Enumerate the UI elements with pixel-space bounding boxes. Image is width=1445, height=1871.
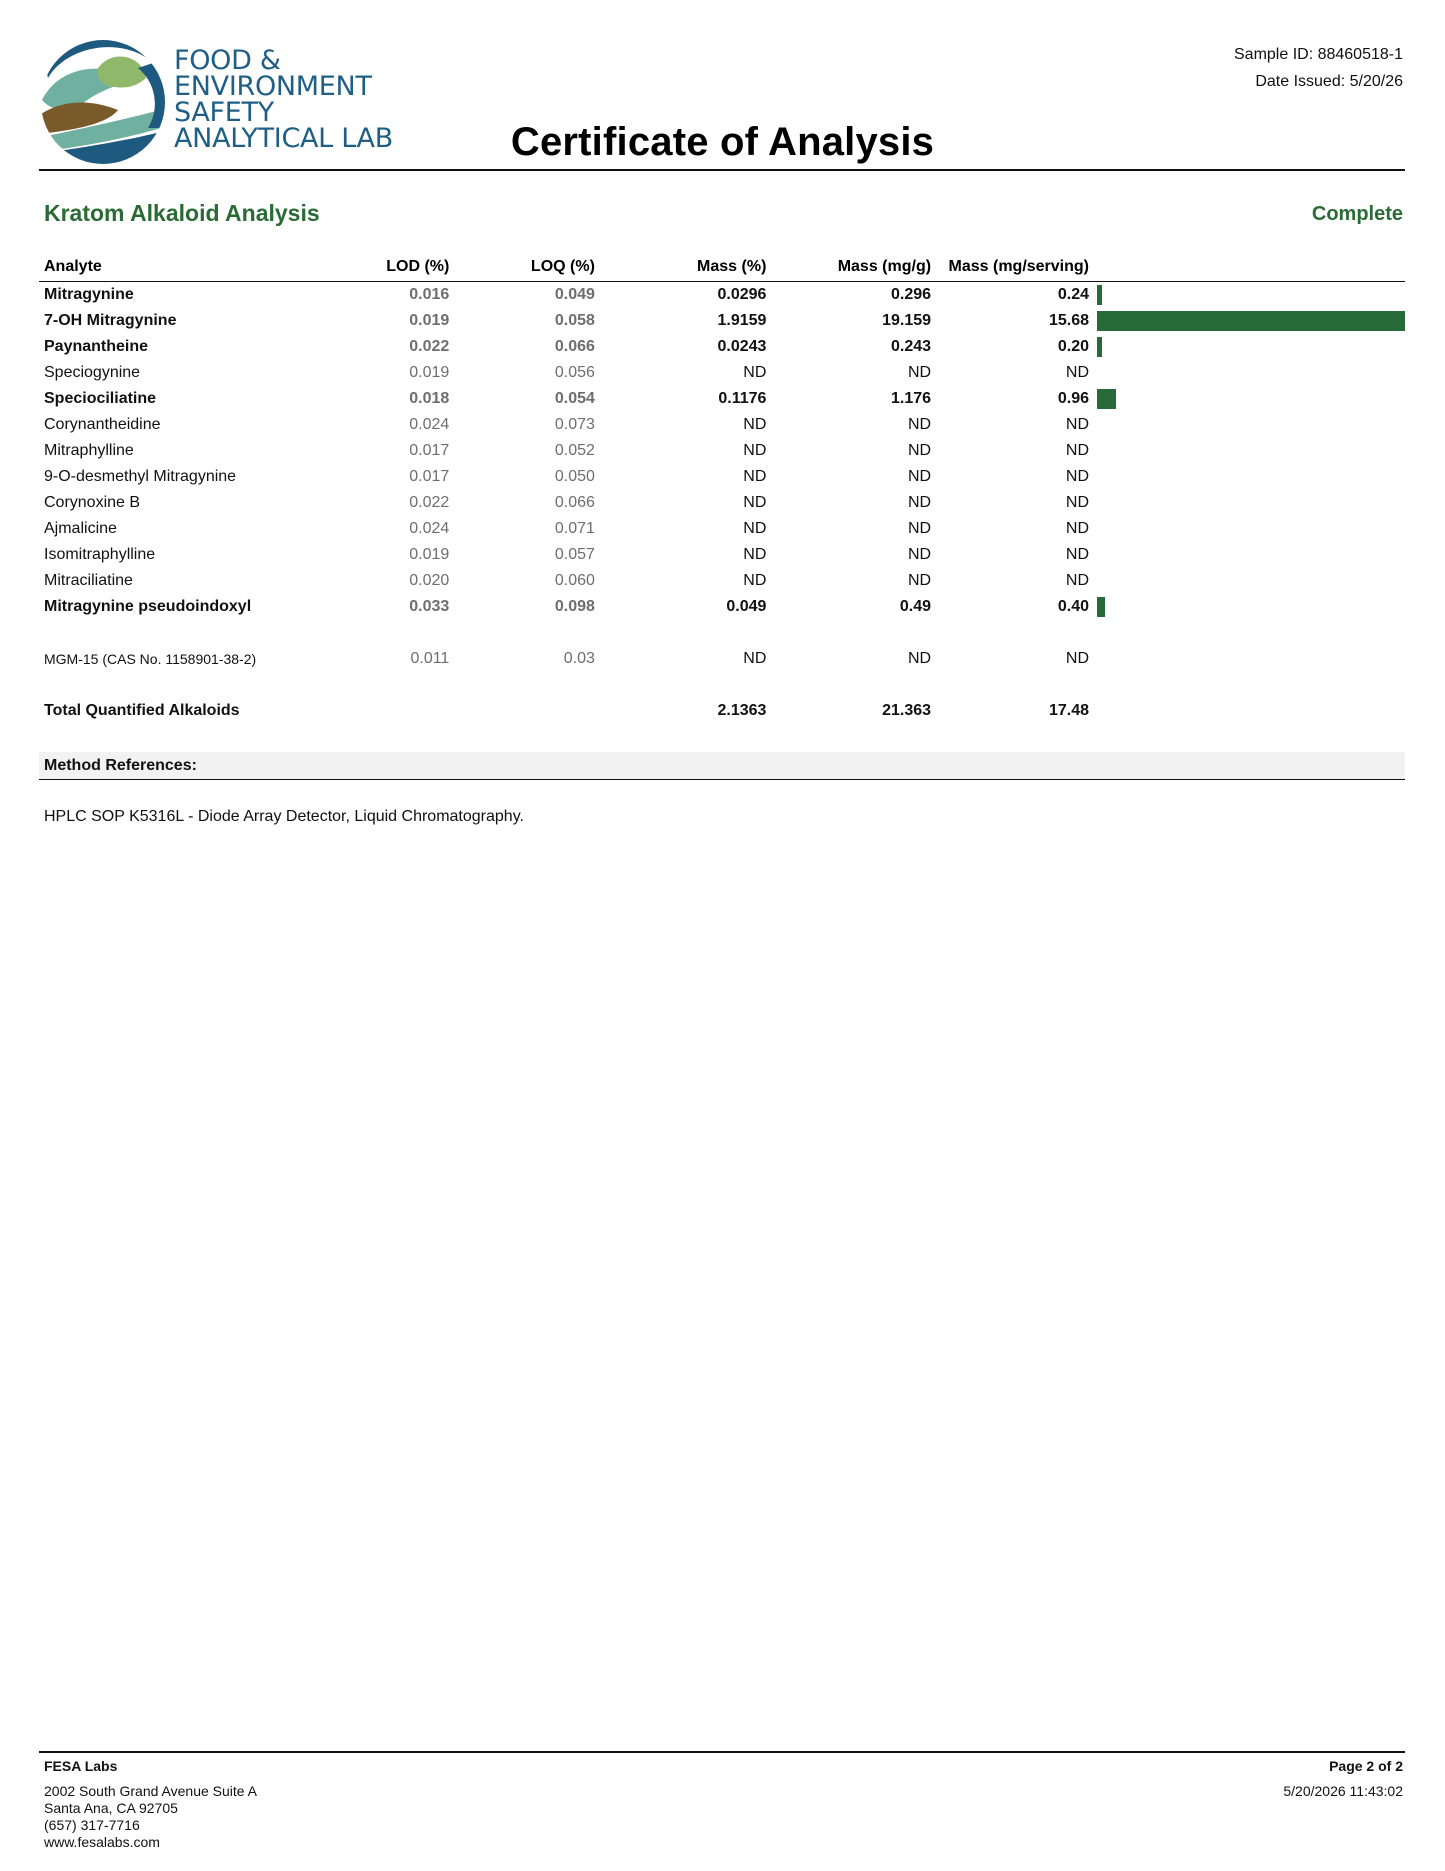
lod-value: 0.016 xyxy=(409,286,450,303)
table-row xyxy=(39,282,1405,309)
method-references-heading: Method References: xyxy=(39,752,1405,780)
total-label: Total Quantified Alkaloids xyxy=(44,702,240,719)
header-bar xyxy=(1089,256,1405,282)
loq-value: 0.066 xyxy=(554,494,595,511)
results-table xyxy=(39,256,1405,724)
mass-mgg-value: 0.243 xyxy=(891,338,932,355)
footer-website: www.fesalabs.com xyxy=(44,1834,160,1850)
mass-pct-value: ND xyxy=(743,520,767,537)
lod-value: 0.018 xyxy=(409,390,450,407)
mass-mgg-value: ND xyxy=(907,468,932,485)
serving-bar xyxy=(1097,285,1102,305)
bar-cell xyxy=(1089,568,1405,594)
table-header-row xyxy=(39,256,1405,282)
mass-mgg-value: ND xyxy=(907,494,932,511)
bar-cell xyxy=(1089,282,1405,309)
header-loq: LOQ (%) xyxy=(449,256,595,282)
mass-serving-value: ND xyxy=(1065,546,1089,563)
row-spacer xyxy=(39,620,1405,646)
analyte-name: Speciociliatine xyxy=(44,390,157,407)
page-number: Page 2 of 2 xyxy=(1329,1758,1403,1774)
mass-mgg-value: ND xyxy=(907,546,932,563)
loq-value: 0.057 xyxy=(554,546,595,563)
mass-serving-value: ND xyxy=(1065,442,1089,459)
total-mass-pct: 2.1363 xyxy=(717,702,767,719)
loq-value: 0.054 xyxy=(554,390,595,407)
mass-pct-value: 1.9159 xyxy=(717,312,767,329)
mass-pct-value: ND xyxy=(743,468,767,485)
bar-cell xyxy=(1089,542,1405,568)
mass-mgg-value: 0.49 xyxy=(899,598,932,615)
loq-value: 0.066 xyxy=(554,338,595,355)
analyte-name: Corynantheidine xyxy=(44,416,161,433)
bar-cell xyxy=(1089,490,1405,516)
mass-mgg-value: 0.296 xyxy=(891,286,932,303)
mass-pct-value: 0.049 xyxy=(726,598,767,615)
analyte-name: Mitragynine xyxy=(44,286,134,303)
bar-cell xyxy=(1089,334,1405,360)
mass-mgg-value: ND xyxy=(907,520,932,537)
analyte-name: Mitraphylline xyxy=(44,442,134,459)
table-row xyxy=(39,490,1405,516)
bar-cell xyxy=(1089,360,1405,386)
mass-serving-value: 0.20 xyxy=(1057,338,1089,355)
results-body xyxy=(39,282,1405,725)
section-title: Kratom Alkaloid Analysis xyxy=(44,200,320,226)
mass-serving-value: ND xyxy=(1065,416,1089,433)
status-label: Complete xyxy=(1311,203,1403,225)
lod-value: 0.024 xyxy=(409,416,450,433)
loq-value: 0.03 xyxy=(563,650,595,667)
sample-meta xyxy=(1234,41,1403,95)
mass-pct-value: ND xyxy=(743,364,767,381)
analyte-name: 9-O-desmethyl Mitragynine xyxy=(44,468,237,485)
header-lod: LOD (%) xyxy=(330,256,450,282)
bar-cell xyxy=(1089,646,1405,672)
analyte-name: Isomitraphylline xyxy=(44,546,156,563)
header-mass-serving: Mass (mg/serving) xyxy=(931,256,1089,282)
logo-line: FOOD & xyxy=(174,45,281,76)
mass-pct-value: ND xyxy=(743,650,767,667)
mass-mgg-value: ND xyxy=(907,442,932,459)
row-spacer xyxy=(39,672,1405,698)
mass-serving-value: ND xyxy=(1065,650,1089,667)
loq-value: 0.049 xyxy=(554,286,595,303)
serving-bar xyxy=(1097,597,1105,617)
table-row-extra xyxy=(39,646,1405,672)
analyte-name: Mitragynine pseudoindoxyl xyxy=(44,598,252,615)
serving-bar xyxy=(1097,389,1116,409)
mass-serving-value: ND xyxy=(1065,364,1089,381)
bar-cell xyxy=(1089,516,1405,542)
total-mass-serving: 17.48 xyxy=(1048,702,1089,719)
mass-pct-value: 0.1176 xyxy=(718,390,767,407)
mass-mgg-value: 19.159 xyxy=(882,312,932,329)
lod-value: 0.022 xyxy=(409,494,450,511)
mass-mgg-value: 1.176 xyxy=(891,390,932,407)
lod-value: 0.020 xyxy=(409,572,450,589)
analyte-name: Speciogynine xyxy=(44,364,141,381)
method-references-text: HPLC SOP K5316L - Diode Array Detector, Liquid Chromatography. xyxy=(44,808,524,825)
header-mass-mgg: Mass (mg/g) xyxy=(766,256,931,282)
loq-value: 0.050 xyxy=(554,468,595,485)
bar-cell xyxy=(1089,308,1405,334)
bar-cell xyxy=(1089,698,1405,724)
loq-value: 0.058 xyxy=(554,312,595,329)
logo-line: SAFETY xyxy=(174,97,274,128)
header-divider xyxy=(39,169,1405,171)
footer-phone: (657) 317-7716 xyxy=(44,1817,140,1833)
bar-cell xyxy=(1089,464,1405,490)
header-mass-pct: Mass (%) xyxy=(595,256,766,282)
generated-timestamp: 5/20/2026 11:43:02 xyxy=(1283,1783,1403,1799)
footer-org: FESA Labs xyxy=(44,1758,118,1774)
lod-value: 0.019 xyxy=(409,312,450,329)
analyte-name: Mitraciliatine xyxy=(44,572,133,589)
table-row xyxy=(39,464,1405,490)
logo-line: ANALYTICAL LAB xyxy=(174,123,393,154)
analyte-name: Corynoxine B xyxy=(44,494,141,511)
lod-value: 0.024 xyxy=(409,520,450,537)
lod-value: 0.017 xyxy=(409,442,450,459)
table-row xyxy=(39,438,1405,464)
bar-cell xyxy=(1089,412,1405,438)
bar-cell xyxy=(1089,594,1405,620)
mass-serving-value: 0.24 xyxy=(1057,286,1089,303)
loq-value: 0.098 xyxy=(554,598,595,615)
loq-value: 0.052 xyxy=(554,442,595,459)
table-row xyxy=(39,334,1405,360)
mass-serving-value: ND xyxy=(1065,468,1089,485)
serving-bar xyxy=(1097,311,1405,331)
sample-id: Sample ID: 88460518-1 xyxy=(1234,46,1403,63)
date-issued: Date Issued: 5/20/26 xyxy=(1255,73,1403,90)
bar-cell xyxy=(1089,438,1405,464)
total-row xyxy=(39,698,1405,724)
table-row xyxy=(39,360,1405,386)
loq-value: 0.071 xyxy=(554,520,595,537)
lod-value: 0.019 xyxy=(409,364,450,381)
mass-serving-value: 15.68 xyxy=(1048,312,1089,329)
mass-pct-value: ND xyxy=(743,546,767,563)
table-row xyxy=(39,594,1405,620)
mass-serving-value: 0.96 xyxy=(1057,390,1089,407)
lod-value: 0.011 xyxy=(410,650,450,667)
analyte-name: MGM-15 (CAS No. 1158901-38-2) xyxy=(44,651,257,667)
lod-value: 0.022 xyxy=(409,338,450,355)
mass-mgg-value: ND xyxy=(907,364,932,381)
analyte-name: 7-OH Mitragynine xyxy=(44,312,177,329)
footer-page-info xyxy=(1283,1758,1403,1800)
lod-value: 0.017 xyxy=(409,468,450,485)
loq-value: 0.073 xyxy=(554,416,595,433)
analyte-name: Paynantheine xyxy=(44,338,149,355)
table-row xyxy=(39,542,1405,568)
total-loq xyxy=(449,698,595,724)
total-lod xyxy=(330,698,450,724)
footer-address-line: Santa Ana, CA 92705 xyxy=(44,1800,178,1816)
table-row xyxy=(39,412,1405,438)
mass-mgg-value: ND xyxy=(907,572,932,589)
bar-cell xyxy=(1089,386,1405,412)
mass-serving-value: ND xyxy=(1065,572,1089,589)
lod-value: 0.033 xyxy=(409,598,450,615)
analyte-name: Ajmalicine xyxy=(44,520,117,537)
table-row xyxy=(39,386,1405,412)
table-row xyxy=(39,516,1405,542)
loq-value: 0.056 xyxy=(554,364,595,381)
mass-pct-value: ND xyxy=(743,442,767,459)
document-title: Certificate of Analysis xyxy=(510,120,935,164)
footer-divider xyxy=(39,1751,1405,1753)
mass-pct-value: ND xyxy=(743,572,767,589)
table-row xyxy=(39,568,1405,594)
mass-mgg-value: ND xyxy=(907,650,932,667)
table-row xyxy=(39,308,1405,334)
mass-serving-value: ND xyxy=(1065,494,1089,511)
mass-pct-value: ND xyxy=(743,416,767,433)
loq-value: 0.060 xyxy=(554,572,595,589)
mass-serving-value: 0.40 xyxy=(1057,598,1089,615)
mass-pct-value: 0.0243 xyxy=(717,338,767,355)
mass-pct-value: 0.0296 xyxy=(717,286,767,303)
footer-address-line: 2002 South Grand Avenue Suite A xyxy=(44,1783,258,1799)
mass-mgg-value: ND xyxy=(907,416,932,433)
mass-serving-value: ND xyxy=(1065,520,1089,537)
logo-line: ENVIRONMENT xyxy=(174,71,372,102)
footer-address xyxy=(44,1758,257,1851)
total-mass-mgg: 21.363 xyxy=(882,702,932,719)
serving-bar xyxy=(1097,337,1102,357)
lod-value: 0.019 xyxy=(409,546,450,563)
header-analyte: Analyte xyxy=(39,256,330,282)
mass-pct-value: ND xyxy=(743,494,767,511)
